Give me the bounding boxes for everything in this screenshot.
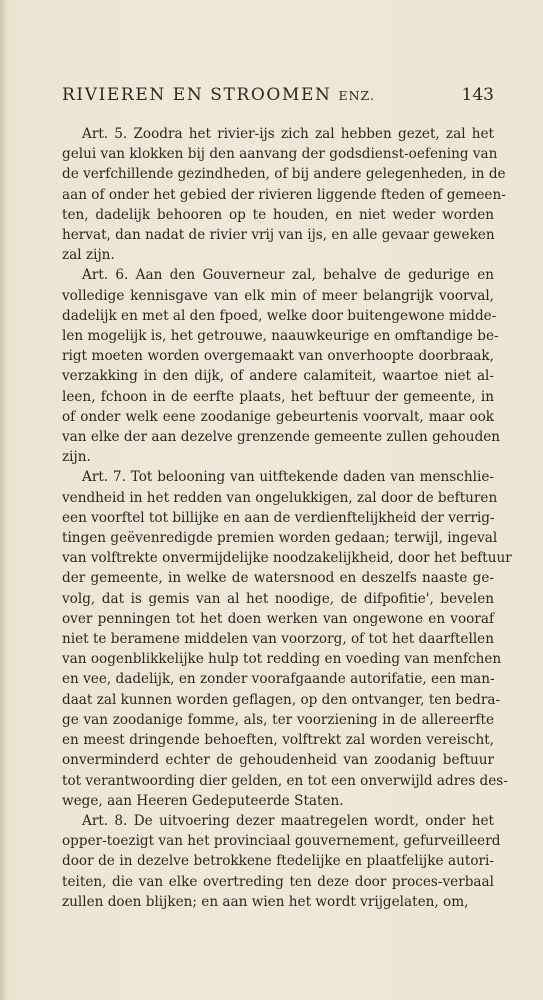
text-line: over penningen tot het doen werken van ongewone en vooraf [62, 610, 494, 627]
running-title-suffix: ENZ. [338, 88, 375, 103]
text-line: en meest dringende behoeften, volftrekt zal worden vereischt, [62, 732, 494, 749]
text-line: volg, dat is gemis van al het noodige, de difpofitie', bevelen [62, 590, 494, 607]
text-line: Art. 8. De uitvoering dezer maatregelen wordt, onder het [82, 812, 494, 829]
paragraph [62, 265, 501, 467]
text-line: tot verantwoording dier gelden, en tot een onverwijld adres des- [62, 772, 508, 789]
text-line: vendheid in het redden van ongelukkigen, zal door de befturen [62, 489, 498, 506]
page-number: 143 [461, 85, 494, 105]
text-line: van volftrekte onvermijdelijke noodzakelijkheid, door het beftuur [62, 550, 512, 567]
text-line: daat zal kunnen worden geflagen, op den ontvanger, ten bedra- [62, 691, 501, 708]
page-gutter [0, 0, 6, 1000]
text-line: van elke der aan dezelve grenzende gemeente zullen gehouden [62, 429, 501, 446]
text-line: rigt moeten worden overgemaakt van onverhoopte doorbraak, [62, 348, 494, 365]
text-line: ten, dadelijk behooren op te houden, en niet weder worden [62, 206, 494, 223]
text-line: niet te beramene middelen van voorzorg, of tot het daarftellen [62, 631, 494, 648]
body-text [62, 124, 512, 912]
text-line: onverminderd echter de gehoudenheid van zoodanig beftuur [62, 752, 494, 769]
text-line: dadelijk en met al den fpoed, welke door buitengewone midde- [62, 307, 497, 324]
text-line: wege, aan Heeren Gedeputeerde Staten. [62, 792, 344, 809]
text-line: van oogenblikkelijke hulp tot redding en voeding van menfchen [62, 651, 502, 668]
text-line: de verfchillende gezindheden, of bij andere gelegenheden, in de [62, 166, 506, 183]
running-title [62, 85, 375, 105]
text-line: of onder welk eene zoodanige gebeurtenis voorvalt, maar ook [62, 408, 494, 425]
text-line: opper-toezigt van het provinciaal gouvernement, gefurveilleerd [62, 833, 501, 850]
text-line: en vee, dadelijk, en zonder voorafgaande autorifatie, een man- [62, 671, 495, 688]
running-title-main: RIVIEREN EN STROOMEN [62, 85, 332, 105]
paragraph [62, 124, 506, 265]
text-line: zal zijn. [62, 247, 115, 264]
text-line: volledige kennisgave van elk min of meer belangrijk voorval, [62, 287, 494, 304]
text-line: tingen geëvenredigde premien worden gedaan; terwijl, ingeval [62, 530, 498, 547]
text-line: door de in dezelve betrokkene ftedelijke en plaatfelijke autori- [62, 853, 494, 870]
text-line: gelui van klokken bij den aanvang der godsdienst-oefening van [62, 146, 498, 163]
text-line: len mogelijk is, het getrouwe, naauwkeurige en omftandige be- [62, 328, 499, 345]
text-line: Art. 7. Tot belooning van uitftekende daden van menschlie- [82, 469, 494, 486]
text-line: aan of onder het gebied der rivieren liggende fteden of gemeen- [62, 186, 506, 203]
text-line: zijn. [62, 449, 91, 466]
text-line: Art. 5. Zoodra het rivier-ijs zich zal hebben gezet, zal het [82, 126, 494, 142]
text-line: hervat, dan nadat de rivier vrij van ijs, en alle gevaar geweken [62, 227, 495, 244]
text-line: een voorftel tot billijke en aan de verdienftelijkheid der verrig- [62, 509, 495, 526]
text-line: der gemeente, in welke de watersnood en deszelfs naaste ge- [62, 570, 494, 587]
text-line: zullen doen blijken; en aan wien het wordt vrijgelaten, om, [62, 893, 469, 910]
text-line: leen, fchoon in de eerfte plaats, het beftuur der gemeente, in [62, 388, 494, 405]
text-line: verzakking in den dijk, of andere calamiteit, waartoe niet al- [62, 368, 494, 385]
running-header [62, 85, 494, 111]
text-line: Art. 6. Aan den Gouverneur zal, behalve de gedurige en [82, 267, 494, 284]
text-line: teiten, die van elke overtreding ten deze door proces-verbaal [62, 873, 494, 890]
text-line: ge van zoodanige fomme, als, ter voorziening in de allereerfte [62, 711, 494, 728]
paragraph [62, 467, 512, 810]
paragraph [62, 811, 501, 912]
